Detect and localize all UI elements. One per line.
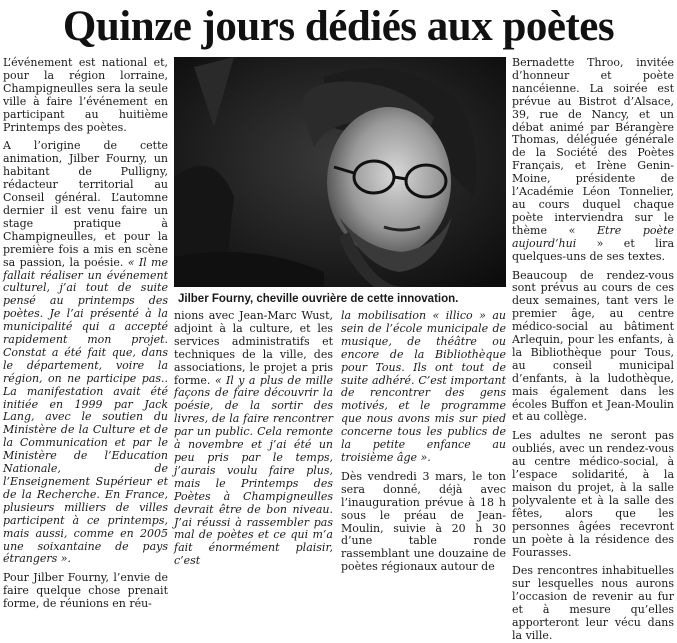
portrait-photo-image	[174, 57, 506, 287]
article-column-3	[341, 309, 506, 574]
paragraph: Dès vendredi 3 mars, le ton sera donné, déjà avec l’inauguration prévue à 18 h sous le préau de Jean-Moulin, suivie à 20 h 30 d’une table ronde rassemblant une douzaine de poètes régionaux autour de	[341, 469, 506, 574]
theme-title: Etre poète aujourd’hui	[512, 223, 674, 250]
quote: « Il me fallait réaliser un événement culturel, j’ai tout de suite pensé au printemps des poètes. Je l’ai présenté à la municipalité qui a accepté rapidement mon projet. Constat a été fait que, dans le département, voire la région, on ne participe pas.. La manifestation avait été initiée en 1999 par Jack Lang, avec le soutien du Ministère de la Culture et de la Communication et par le Ministère de l’Education Nationale, de l’Enseignement Supérieur et de la Recherche. En France, plusieurs milliers de villes participent à ce printemps, mais aussi, comme en 2005 une soixantaine de pays étrangers ».	[3, 255, 168, 566]
paragraph: Bernadette Throo, invitée d’honneur et poète nancéienne. La soirée est prévue au Bistrot d’Alsace, 39, rue de Nancy, et un débat animé par Bérangère Thomas, déléguée générale de la Société des Poètes Français, et Irène Genin-Moine, présidente de l’Académie Léon Tonnelier, au cours duquel chaque poète interviendra sur le thème « Etre poète aujourd’hui » et lira quelques-uns de ses textes.	[512, 56, 675, 263]
paragraph: Des rencontres inhabituelles sur lesquelles nous aurons l’occasion de revenir au fur et à mesure qu’elles apporteront leur vécu dans la ville.	[512, 564, 674, 642]
paragraph: L’événement est national et, pour la région lorraine, Champigneulles sera la seule ville à faire l’événement en participant au huitième Printemps des poètes.	[3, 56, 168, 134]
paragraph: Pour Jilber Fourny, l’envie de faire quelque chose prenait forme, de réunions en réu-	[3, 571, 168, 611]
paragraph: Les adultes ne seront pas oubliés, avec un rendez-vous au centre médico-social, à l’espace solidarité, à la maison du projet, à la salle polyvalente et à la salle des fêtes, alors que les personnes âgées recevront un poète à la résidence des Fourasses.	[512, 429, 674, 559]
article-column-2	[174, 309, 333, 568]
paragraph: nions avec Jean-Marc Wust, adjoint à la culture, et les services administratifs et techniques de la ville, des associations, le projet a pris forme. « Il y a plus de mille façons de faire découvrir la poésie, de la sortir des livres, de la faire rencontrer par un public. Cela remonte à novembre et j’ai été un peu pris par le temps, j’aurais voulu faire plus, mais le Printemps des Poètes à Champigneulles devrait être de bon niveau. J’ai réussi à rassembler pas mal de poètes et ce qui m’a fait énormément plaisir, c’est	[174, 309, 333, 568]
quote: la mobilisation « illico » au sein de l’école municipale de musique, de théâtre ou encore de la Bibliothèque pour Tous. Ils ont tout de suite adhéré. C’est important de rencontrer des gens motivés, et le programme que nous avons mis sur pied concerne tous les publics de la petite enfance au troisième âge ».	[341, 309, 506, 464]
article-headline: Quinze jours dédiés aux poètes	[62, 3, 615, 50]
quote: « Il y a plus de mille façons de faire découvrir la poésie, de la sortir des livres, de la faire rencontrer par un public. Cela remonte à novembre et j’ai été un peu pris par le temps, j’aurais voulu faire plus, mais le Printemps des Poètes à Champigneulles devrait être de bon niveau. J’ai réussi à rassembler pas mal de poètes et ce qui m’a fait énormément plaisir, c’est	[174, 373, 333, 568]
article-column-1	[3, 56, 168, 611]
portrait-photo	[174, 57, 506, 287]
article-column-4	[512, 56, 675, 642]
paragraph: A l’origine de cette animation, Jilber Fourny, un habitant de Pulligny, rédacteur territorial au Conseil général. L’automne dernier il est venu faire un stage pratique à Champigneulles, et pour la première fois a mis en scène sa passion, la poésie. « Il me fallait réaliser un événement culturel, j’ai tout de suite pensé au printemps des poètes. Je l’ai présenté à la municipalité qui a accepté rapidement mon projet. Constat a été fait que, dans le département, voire la région, on ne participe pas.. La manifestation avait été initiée en 1999 par Jack Lang, avec le soutien du Ministère de la Culture et de la Communication et par le Ministère de l’Education Nationale, de l’Enseignement Supérieur et de la Recherche. En France, plusieurs milliers de villes participent à ce printemps, mais aussi, comme en 2005 une soixantaine de pays étrangers ».	[3, 139, 168, 566]
photo-caption: Jilber Fourny, cheville ouvrière de cette innovation.	[178, 293, 459, 305]
paragraph: Beaucoup de rendez-vous sont prévus au cours de ces deux semaines, tant vers le premier âge, au centre médico-social au bâtiment Arlequin, pour les enfants, à la Bibliothèque pour Tous, au conseil municipal d’enfants, à la ludothèque, mais également dans les écoles Buffon et Jean-Moulin et au collège.	[512, 268, 674, 424]
